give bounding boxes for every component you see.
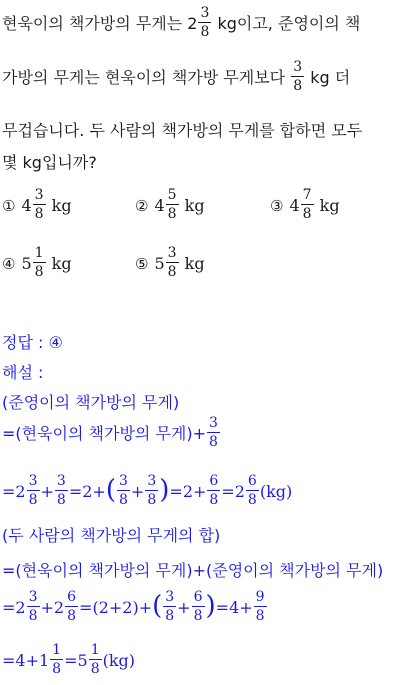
problem-line-1: 현욱이의 책가방의 무게는 2 $\frac{3}{8}$ kg이고, 준영이의 책	[2, 5, 361, 40]
problem-line-3: 무겁습니다. 두 사람의 책가방의 무게를 합하면 모두	[2, 121, 363, 140]
solution-line-2: =(현욱이의 책가방의 무게)+ $\frac{3}{8}$	[2, 415, 218, 450]
solution-line-4: (두 사람의 책가방의 무게의 합)	[2, 526, 221, 545]
problem-line-2: 가방의 무게는 현욱이의 책가방 무게보다 $\frac{3}{8}$ kg 더	[2, 59, 351, 94]
fraction: $\frac{3}{8}$	[200, 5, 210, 40]
solution-line-3: =2 $\frac{3}{8}$ + $\frac{3}{8}$ =2+( $\frac{3}{8}$ + $\frac{3}{8}$ )=2+ $\frac{6}{8}$ =2 $\frac{6}{8}$ (kg)	[2, 473, 293, 508]
solution-line-6: =2 $\frac{3}{8}$ +2 $\frac{6}{8}$ =(2+2)+( $\frac{3}{8}$ + $\frac{6}{8}$ )=4+ $\frac{9}{8}$	[2, 589, 265, 624]
option-1[interactable]: ① 4 $\frac{3}{8}$ kg	[2, 187, 72, 222]
option-2[interactable]: ② 4 $\frac{5}{8}$ kg	[135, 187, 205, 222]
explanation-label: 해설 :	[2, 363, 44, 382]
problem-text: 현욱이의 책가방의 무게는 2	[2, 14, 198, 33]
option-3[interactable]: ③ 4 $\frac{7}{8}$ kg	[270, 187, 340, 222]
answer-label: 정답 : ④	[2, 333, 63, 352]
problem-line-4: 몇 kg입니까?	[2, 153, 97, 172]
option-4[interactable]: ④ 5 $\frac{1}{8}$ kg	[2, 245, 72, 280]
solution-line-7: =4+1 $\frac{1}{8}$ =5 $\frac{1}{8}$ (kg)	[2, 642, 136, 677]
solution-line-1: (준영이의 책가방의 무게)	[2, 393, 180, 412]
option-5[interactable]: ⑤ 5 $\frac{3}{8}$ kg	[135, 245, 205, 280]
fraction: $\frac{3}{8}$	[293, 59, 303, 94]
solution-line-5: =(현욱이의 책가방의 무게)+(준영이의 책가방의 무게)	[2, 561, 384, 580]
